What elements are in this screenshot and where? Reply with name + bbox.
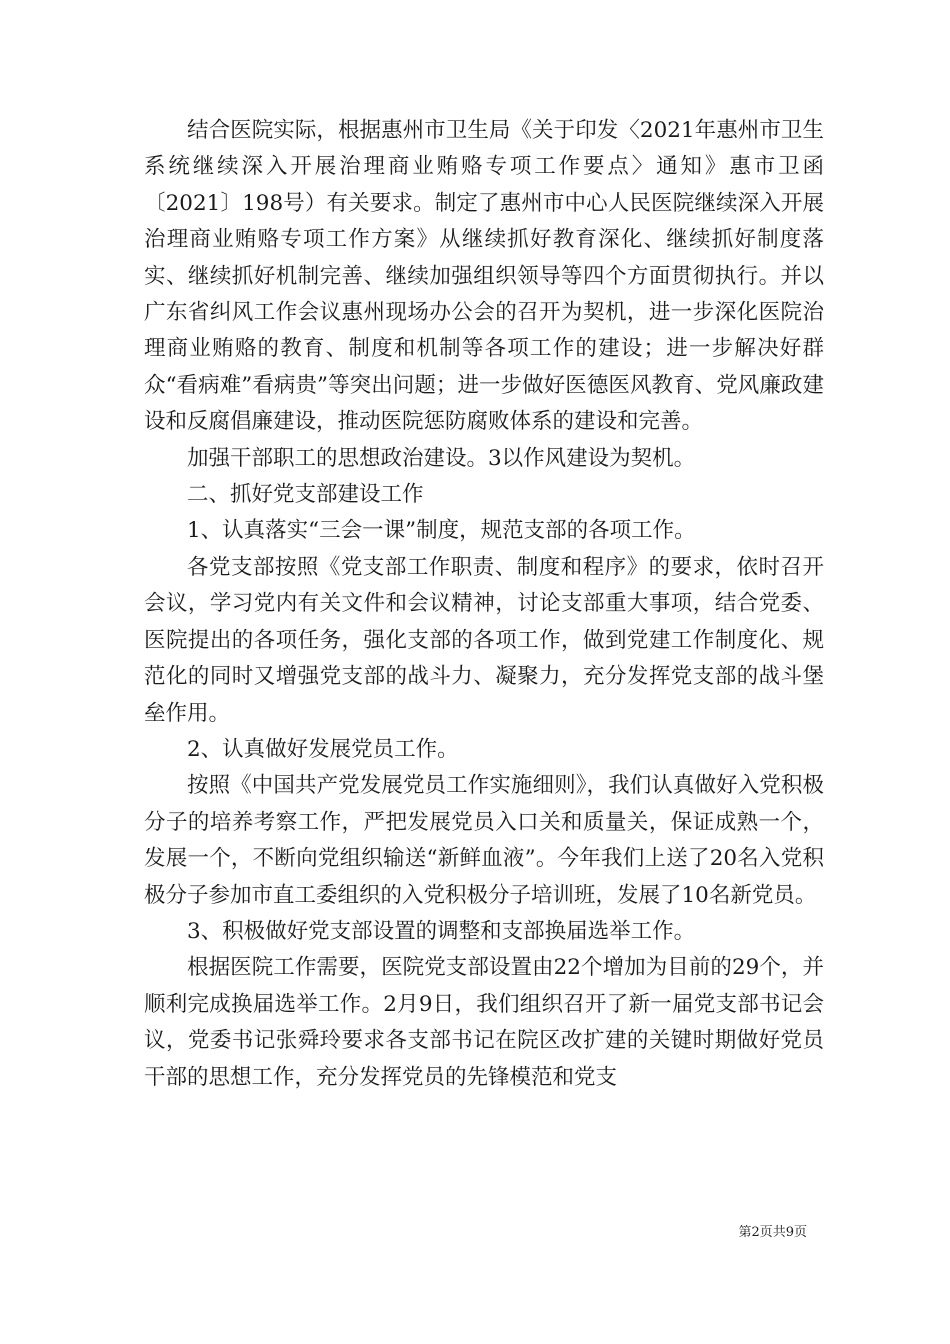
paragraph-branch-adjustment: 根据医院工作需要，医院党支部设置由22个增加为目前的29个，并顺利完成换届选举工作。2月9日，我们组织召开了新一届党支部书记会议，党委书记张舜玲要求各支部书记在院区改扩建的关键时期做好党员干部的思想工作，充分发挥党员的先锋模范和党支 bbox=[144, 955, 824, 1090]
document-body bbox=[144, 113, 824, 1096]
section-heading-2: 二、抓好党支部建设工作 bbox=[187, 482, 424, 508]
subheading-1: 1、认真落实“三会一课”制度，规范支部的各项工作。 bbox=[187, 518, 696, 544]
paragraph-political: 加强干部职工的思想政治建设。3以作风建设为契机。 bbox=[187, 445, 696, 471]
subheading-3: 3、积极做好党支部设置的调整和支部换届选举工作。 bbox=[187, 918, 696, 944]
paragraph-member-development: 按照《中国共产党发展党员工作实施细则》，我们认真做好入党积极分子的培养考察工作，严把发展党员入口关和质量关，保证成熟一个，发展一个，不断向党组织输送“新鲜血液”。今年我们上送了20名入党积极分子参加市直工委组织的入党积极分子培训班，发展了10名新党员。 bbox=[144, 773, 824, 908]
paragraph-intro: 结合医院实际，根据惠州市卫生局《关于印发〈2021年惠州市卫生系统继续深入开展治理商业贿赂专项工作要点〉通知》惠市卫函〔2021〕198号）有关要求。制定了惠州市中心人民医院继续深入开展治理商业贿赂专项工作方案》从继续抓好教育深化、继续抓好制度落实、继续抓好机制完善、继续加强组织领导等四个方面贯彻执行。并以广东省纠风工作会议惠州现场办公会的召开为契机，进一步深化医院治理商业贿赂的教育、制度和机制等各项工作的建设；进一步解决好群众“看病难”看病贵”等突出问题；进一步做好医德医风教育、党风廉政建设和反腐倡廉建设，推动医院惩防腐败体系的建设和完善。 bbox=[144, 118, 824, 435]
paragraph-branch-meetings: 各党支部按照《党支部工作职责、制度和程序》的要求，依时召开会议，学习党内有关文件和会议精神，讨论支部重大事项，结合党委、医院提出的各项任务，强化支部的各项工作，做到党建工作制度化、规范化的同时又增强党支部的战斗力、凝聚力，充分发挥党支部的战斗堡垒作用。 bbox=[144, 554, 824, 726]
subheading-2: 2、认真做好发展党员工作。 bbox=[187, 736, 459, 762]
page-number: 第2页共9页 bbox=[738, 1225, 807, 1240]
